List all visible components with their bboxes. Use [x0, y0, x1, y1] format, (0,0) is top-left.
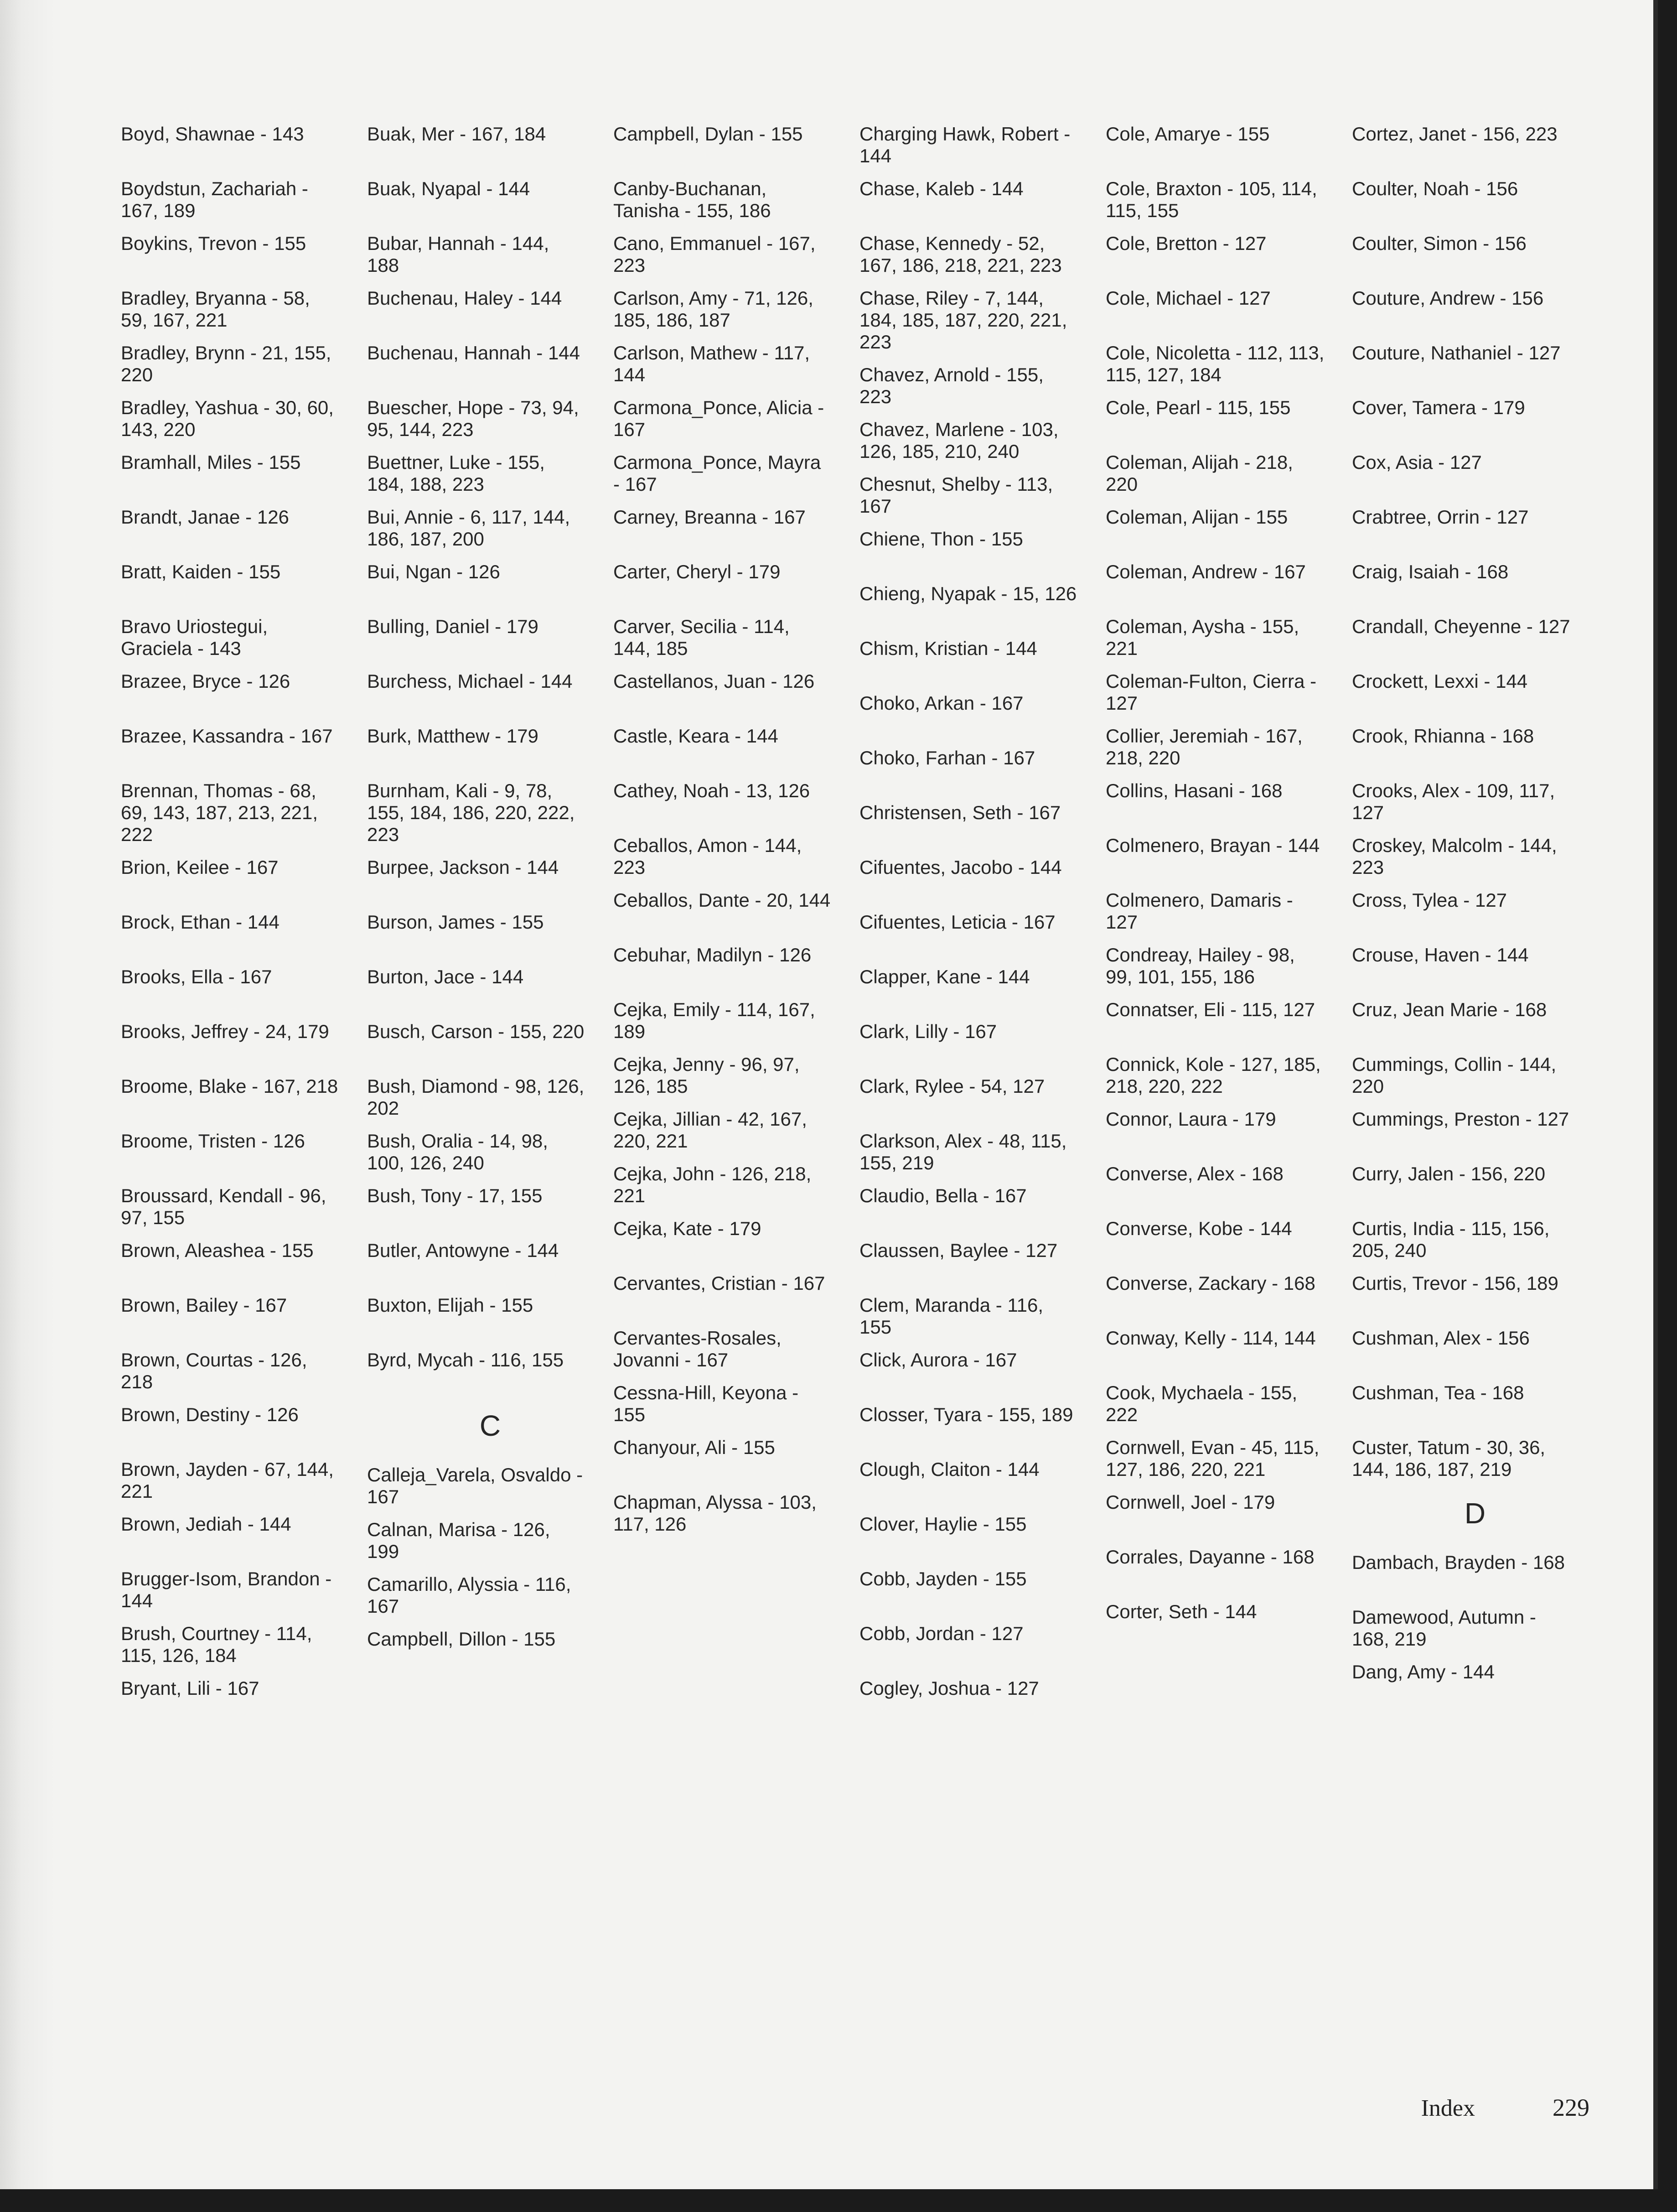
index-entry: Burson, James - 155: [367, 911, 544, 933]
index-entry: Corrales, Dayanne - 168: [1106, 1546, 1315, 1568]
index-entry: Curtis, Trevor - 156, 189: [1352, 1272, 1558, 1294]
index-entry: Ceballos, Dante - 20, 144: [613, 889, 831, 911]
index-entry: Boydstun, Zachariah - 167, 189: [121, 178, 308, 221]
index-entry: Couture, Nathaniel - 127: [1352, 342, 1561, 363]
index-entry: Carmona_Ponce, Mayra - 167: [613, 452, 821, 495]
index-entry: Closser, Tyara - 155, 189: [859, 1404, 1073, 1425]
index-entry: Carlson, Mathew - 117, 144: [613, 342, 810, 385]
index-entry: Bryant, Lili - 167: [121, 1677, 259, 1699]
index-entry: Bulling, Daniel - 179: [367, 616, 538, 637]
section-letter: C: [479, 1409, 501, 1442]
index-columns: [121, 123, 1598, 1732]
index-entry: Clem, Maranda - 116, 155: [859, 1294, 1044, 1338]
index-entry: Cobb, Jayden - 155: [859, 1568, 1027, 1589]
index-entry: Coleman, Alijan - 155: [1106, 506, 1288, 528]
index-entry: Converse, Kobe - 144: [1106, 1218, 1292, 1239]
index-entry: Cortez, Janet - 156, 223: [1352, 123, 1558, 145]
index-entry: Coleman-Fulton, Cierra - 127: [1106, 670, 1317, 714]
index-entry: Collier, Jeremiah - 167, 218, 220: [1106, 725, 1303, 768]
index-entry: Chavez, Arnold - 155, 223: [859, 364, 1044, 407]
index-entry: Cummings, Preston - 127: [1352, 1108, 1569, 1130]
index-entry: Boykins, Trevon - 155: [121, 233, 306, 254]
index-entry: Bradley, Bryanna - 58, 59, 167, 221: [121, 287, 310, 331]
index-entry: Crandall, Cheyenne - 127: [1352, 616, 1570, 637]
index-entry: Cole, Amarye - 155: [1106, 123, 1270, 145]
index-entry: Connick, Kole - 127, 185, 218, 220, 222: [1106, 1054, 1321, 1097]
index-entry: Carney, Breanna - 167: [613, 506, 806, 528]
index-entry: Burk, Matthew - 179: [367, 725, 538, 747]
index-column: [121, 123, 367, 1732]
index-entry: Calnan, Marisa - 126, 199: [367, 1519, 550, 1562]
index-column: [1352, 123, 1598, 1732]
index-entry: Chase, Kennedy - 52, 167, 186, 218, 221, 223: [859, 233, 1062, 276]
index-entry: Clark, Lilly - 167: [859, 1021, 997, 1042]
index-entry: Burchess, Michael - 144: [367, 670, 573, 692]
index-entry: Carlson, Amy - 71, 126, 185, 186, 187: [613, 287, 813, 331]
index-entry: Cornwell, Joel - 179: [1106, 1491, 1275, 1513]
index-entry: Couture, Andrew - 156: [1352, 287, 1544, 309]
index-entry: Christensen, Seth - 167: [859, 802, 1061, 823]
index-entry: Broussard, Kendall - 96, 97, 155: [121, 1185, 326, 1228]
index-entry: Buak, Mer - 167, 184: [367, 123, 546, 145]
index-entry: Cushman, Tea - 168: [1352, 1382, 1524, 1403]
index-entry: Clapper, Kane - 144: [859, 966, 1030, 987]
index-entry: Conway, Kelly - 114, 144: [1106, 1327, 1316, 1349]
index-column: [367, 123, 613, 1732]
index-entry: Converse, Zackary - 168: [1106, 1272, 1315, 1294]
index-entry: Cover, Tamera - 179: [1352, 397, 1525, 418]
index-entry: Cervantes, Cristian - 167: [613, 1272, 825, 1294]
index-entry: Coulter, Noah - 156: [1352, 178, 1518, 199]
index-entry: Crabtree, Orrin - 127: [1352, 506, 1529, 528]
index-entry: Chieng, Nyapak - 15, 126: [859, 583, 1077, 604]
index-entry: Chavez, Marlene - 103, 126, 185, 210, 240: [859, 419, 1059, 462]
index-column: [1106, 123, 1352, 1732]
index-entry: Corter, Seth - 144: [1106, 1601, 1257, 1622]
index-entry: Cervantes-Rosales, Jovanni - 167: [613, 1327, 782, 1371]
index-entry: Ceballos, Amon - 144, 223: [613, 835, 802, 878]
index-entry: Damewood, Autumn - 168, 219: [1352, 1606, 1536, 1650]
index-entry: Cathey, Noah - 13, 126: [613, 780, 810, 801]
index-entry: Crook, Rhianna - 168: [1352, 725, 1534, 747]
index-entry: Carmona_Ponce, Alicia - 167: [613, 397, 824, 440]
index-entry: Cole, Michael - 127: [1106, 287, 1271, 309]
index-entry: Chesnut, Shelby - 113, 167: [859, 473, 1053, 517]
index-entry: Bramhall, Miles - 155: [121, 452, 301, 473]
index-entry: Coleman, Aysha - 155, 221: [1106, 616, 1299, 659]
index-entry: Calleja_Varela, Osvaldo - 167: [367, 1464, 583, 1507]
footer-section-title: Index: [1421, 2095, 1475, 2121]
index-entry: Cejka, Jenny - 96, 97, 126, 185: [613, 1054, 800, 1097]
index-entry: Cifuentes, Jacobo - 144: [859, 857, 1062, 878]
index-entry: Butler, Antowyne - 144: [367, 1240, 559, 1261]
index-entry: Buchenau, Haley - 144: [367, 287, 562, 309]
index-entry: Campbell, Dylan - 155: [613, 123, 803, 145]
index-entry: Cole, Pearl - 115, 155: [1106, 397, 1291, 418]
index-entry: Cessna-Hill, Keyona - 155: [613, 1382, 799, 1425]
index-entry: Clover, Haylie - 155: [859, 1513, 1027, 1535]
index-column: [613, 123, 859, 1732]
index-entry: Brown, Aleashea - 155: [121, 1240, 314, 1261]
index-entry: Cejka, John - 126, 218, 221: [613, 1163, 812, 1206]
index-entry: Burnham, Kali - 9, 78, 155, 184, 186, 220, 222, 223: [367, 780, 575, 845]
index-entry: Cox, Asia - 127: [1352, 452, 1482, 473]
index-entry: Castle, Keara - 144: [613, 725, 778, 747]
index-entry: Crooks, Alex - 109, 117, 127: [1352, 780, 1555, 823]
index-entry: Collins, Hasani - 168: [1106, 780, 1283, 801]
index-entry: Coulter, Simon - 156: [1352, 233, 1527, 254]
index-entry: Cejka, Jillian - 42, 167, 220, 221: [613, 1108, 807, 1152]
index-entry: Connor, Laura - 179: [1106, 1108, 1276, 1130]
index-entry: Bui, Ngan - 126: [367, 561, 500, 582]
index-entry: Burton, Jace - 144: [367, 966, 524, 987]
index-entry: Charging Hawk, Robert - 144: [859, 123, 1071, 166]
index-entry: Curtis, India - 115, 156, 205, 240: [1352, 1218, 1550, 1261]
index-entry: Bush, Diamond - 98, 126, 202: [367, 1075, 585, 1119]
index-entry: Dambach, Brayden - 168: [1352, 1552, 1565, 1573]
index-entry: Connatser, Eli - 115, 127: [1106, 999, 1315, 1020]
index-entry: Cejka, Emily - 114, 167, 189: [613, 999, 815, 1042]
index-entry: Cushman, Alex - 156: [1352, 1327, 1530, 1349]
index-entry: Camarillo, Alyssia - 116, 167: [367, 1573, 571, 1617]
index-entry: Chase, Riley - 7, 144, 184, 185, 187, 220, 221, 223: [859, 287, 1067, 353]
index-entry: Brazee, Kassandra - 167: [121, 725, 333, 747]
index-entry: Bratt, Kaiden - 155: [121, 561, 281, 582]
index-entry: Colmenero, Brayan - 144: [1106, 835, 1320, 856]
index-entry: Buak, Nyapal - 144: [367, 178, 530, 199]
index-entry: Bradley, Yashua - 30, 60, 143, 220: [121, 397, 334, 440]
index-entry: Brion, Keilee - 167: [121, 857, 279, 878]
index-entry: Brown, Jediah - 144: [121, 1513, 291, 1535]
index-entry: Carter, Cheryl - 179: [613, 561, 781, 582]
index-entry: Cruz, Jean Marie - 168: [1352, 999, 1547, 1020]
index-entry: Brugger-Isom, Brandon - 144: [121, 1568, 332, 1611]
index-entry: Cebuhar, Madilyn - 126: [613, 944, 812, 966]
index-entry: Chism, Kristian - 144: [859, 638, 1037, 659]
index-entry: Colmenero, Damaris - 127: [1106, 889, 1293, 933]
index-entry: Curry, Jalen - 156, 220: [1352, 1163, 1546, 1184]
index-entry: Cifuentes, Leticia - 167: [859, 911, 1056, 933]
index-entry: Bradley, Brynn - 21, 155, 220: [121, 342, 331, 385]
index-entry: Cobb, Jordan - 127: [859, 1623, 1024, 1644]
index-entry: Chapman, Alyssa - 103, 117, 126: [613, 1491, 817, 1535]
index-entry: Cole, Braxton - 105, 114, 115, 155: [1106, 178, 1317, 221]
index-entry: Click, Aurora - 167: [859, 1349, 1017, 1371]
index-entry: Brooks, Ella - 167: [121, 966, 272, 987]
index-entry: Coleman, Andrew - 167: [1106, 561, 1306, 582]
index-entry: Broome, Tristen - 126: [121, 1130, 305, 1152]
index-entry: Busch, Carson - 155, 220: [367, 1021, 585, 1042]
index-entry: Craig, Isaiah - 168: [1352, 561, 1509, 582]
index-entry: Condreay, Hailey - 98, 99, 101, 155, 186: [1106, 944, 1295, 987]
index-entry: Brown, Bailey - 167: [121, 1294, 287, 1316]
index-entry: Carver, Secilia - 114, 144, 185: [613, 616, 790, 659]
index-entry: Brush, Courtney - 114, 115, 126, 184: [121, 1623, 312, 1666]
index-entry: Buescher, Hope - 73, 94, 95, 144, 223: [367, 397, 579, 440]
index-entry: Clark, Rylee - 54, 127: [859, 1075, 1045, 1097]
page-number: 229: [1553, 2094, 1589, 2121]
index-entry: Cejka, Kate - 179: [613, 1218, 761, 1239]
index-entry: Croskey, Malcolm - 144, 223: [1352, 835, 1557, 878]
index-entry: Chase, Kaleb - 144: [859, 178, 1024, 199]
index-entry: Cross, Tylea - 127: [1352, 889, 1507, 911]
index-entry: Cornwell, Evan - 45, 115, 127, 186, 220, 221: [1106, 1437, 1320, 1480]
index-entry: Bubar, Hannah - 144, 188: [367, 233, 549, 276]
index-entry: Bui, Annie - 6, 117, 144, 186, 187, 200: [367, 506, 570, 550]
index-entry: Campbell, Dillon - 155: [367, 1628, 556, 1650]
index-entry: Chiene, Thon - 155: [859, 528, 1023, 550]
index-entry: Brown, Destiny - 126: [121, 1404, 299, 1425]
index-entry: Coleman, Alijah - 218, 220: [1106, 452, 1293, 495]
index-entry: Buchenau, Hannah - 144: [367, 342, 580, 363]
index-entry: Crockett, Lexxi - 144: [1352, 670, 1528, 692]
index-entry: Choko, Farhan - 167: [859, 747, 1035, 768]
index-entry: Broome, Blake - 167, 218: [121, 1075, 338, 1097]
index-entry: Clough, Claiton - 144: [859, 1459, 1040, 1480]
index-entry: Cummings, Collin - 144, 220: [1352, 1054, 1557, 1097]
index-entry: Bravo Uriostegui, Graciela - 143: [121, 616, 268, 659]
index-entry: Buxton, Elijah - 155: [367, 1294, 533, 1316]
index-entry: Brazee, Bryce - 126: [121, 670, 290, 692]
page-binding-shadow: [0, 0, 55, 2189]
index-entry: Cook, Mychaela - 155, 222: [1106, 1382, 1298, 1425]
index-entry: Byrd, Mycah - 116, 155: [367, 1349, 564, 1371]
index-entry: Brooks, Jeffrey - 24, 179: [121, 1021, 329, 1042]
index-entry: Clarkson, Alex - 48, 115, 155, 219: [859, 1130, 1067, 1174]
index-entry: Bush, Tony - 17, 155: [367, 1185, 543, 1206]
index-entry: Choko, Arkan - 167: [859, 692, 1024, 714]
index-entry: Brown, Jayden - 67, 144, 221: [121, 1459, 334, 1502]
index-entry: Chanyour, Ali - 155: [613, 1437, 775, 1458]
index-column: [859, 123, 1106, 1732]
index-entry: Crouse, Haven - 144: [1352, 944, 1529, 966]
index-entry: Cogley, Joshua - 127: [859, 1677, 1039, 1699]
index-entry: Canby-Buchanan, Tanisha - 155, 186: [613, 178, 771, 221]
index-entry: Cole, Bretton - 127: [1106, 233, 1267, 254]
index-entry: Claussen, Baylee - 127: [859, 1240, 1058, 1261]
index-entry: Brown, Courtas - 126, 218: [121, 1349, 307, 1392]
index-entry: Buettner, Luke - 155, 184, 188, 223: [367, 452, 545, 495]
index-entry: Custer, Tatum - 30, 36, 144, 186, 187, 219: [1352, 1437, 1546, 1480]
index-entry: Brennan, Thomas - 68, 69, 143, 187, 213, 221, 222: [121, 780, 318, 845]
index-entry: Brandt, Janae - 126: [121, 506, 289, 528]
index-entry: Converse, Alex - 168: [1106, 1163, 1284, 1184]
index-entry: Burpee, Jackson - 144: [367, 857, 559, 878]
page-footer: [1421, 2093, 1589, 2122]
index-entry: Claudio, Bella - 167: [859, 1185, 1027, 1206]
index-entry: Cano, Emmanuel - 167, 223: [613, 233, 816, 276]
index-entry: Boyd, Shawnae - 143: [121, 123, 304, 145]
index-entry: Bush, Oralia - 14, 98, 100, 126, 240: [367, 1130, 548, 1174]
index-entry: Castellanos, Juan - 126: [613, 670, 815, 692]
index-entry: Brock, Ethan - 144: [121, 911, 280, 933]
index-entry: Dang, Amy - 144: [1352, 1661, 1495, 1682]
index-entry: Cole, Nicoletta - 112, 113, 115, 127, 184: [1106, 342, 1325, 385]
section-letter: D: [1464, 1497, 1486, 1530]
